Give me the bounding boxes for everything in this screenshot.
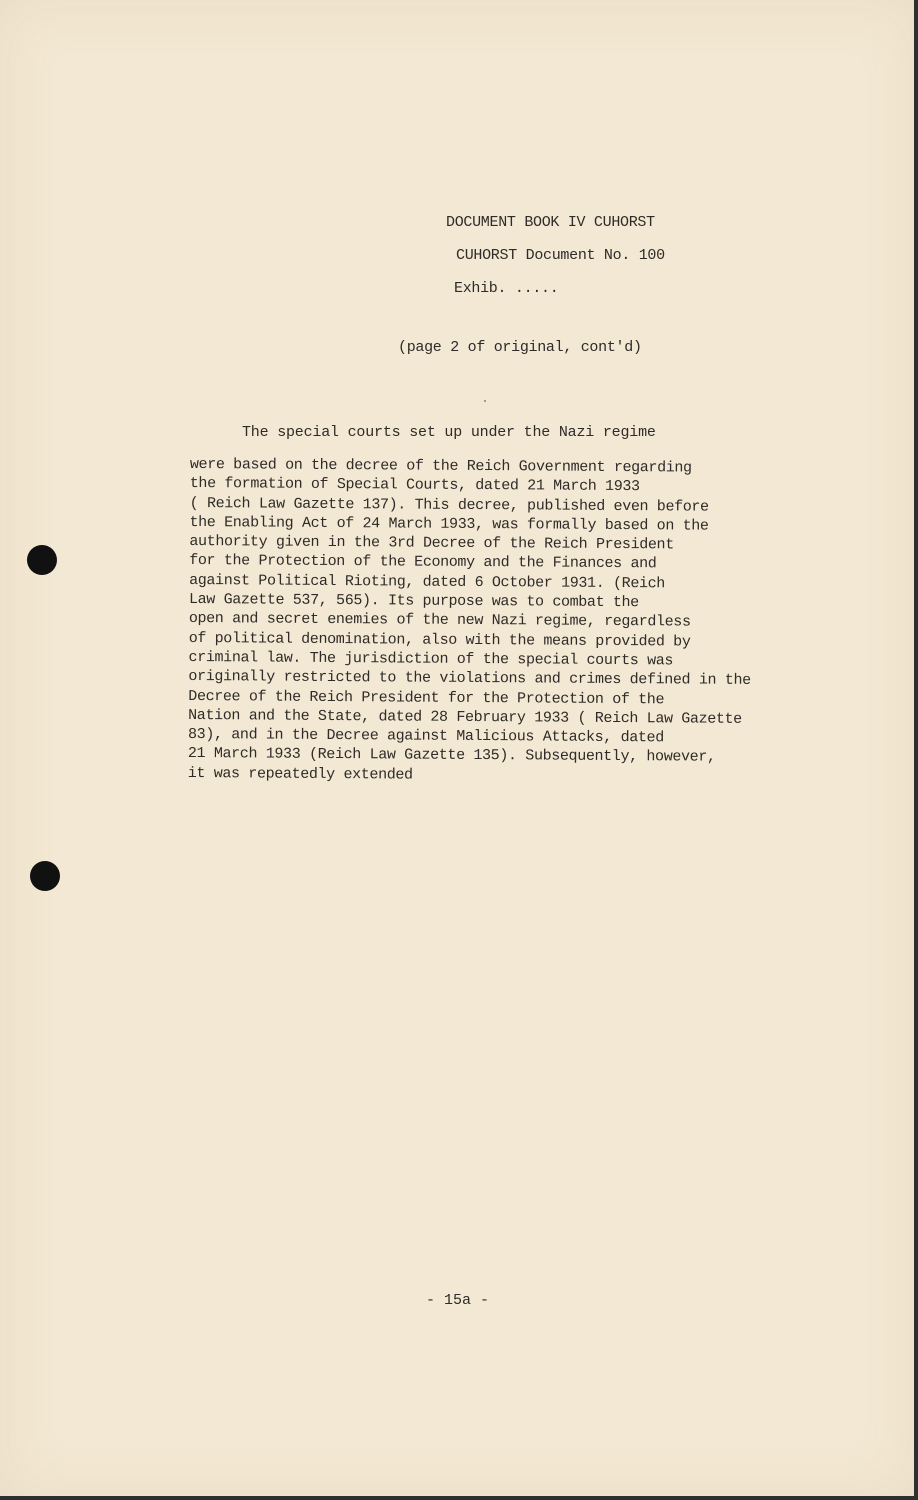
body-line: Decree of the Reich President for the Protection of the	[188, 687, 665, 708]
body-line: the formation of Special Courts, dated 21 March 1933	[189, 475, 640, 496]
scan-edge-right	[914, 0, 918, 1500]
document-header	[446, 206, 665, 305]
page-number: - 15a -	[426, 1292, 490, 1309]
body-line: against Political Rioting, dated 6 October 1931. (Reich	[189, 571, 666, 593]
body-line: the Enabling Act of 24 March 1933, was formally based on the	[189, 513, 709, 535]
body-line: it was repeatedly extended	[187, 764, 413, 784]
document-number: CUHORST Document No. 100	[456, 247, 665, 264]
document-book-title: DOCUMENT BOOK IV CUHORST	[446, 214, 655, 231]
body-line: Law Gazette 537, 565). Its purpose was to combat the	[188, 591, 639, 612]
punch-hole	[30, 861, 60, 891]
body-line: 21 March 1933 (Reich Law Gazette 135). Subsequently, however,	[187, 745, 716, 767]
body-line: 83), and in the Decree against Malicious Attacks, dated	[187, 726, 664, 747]
paper-speck	[484, 400, 486, 402]
body-line: were based on the decree of the Reich Government regarding	[189, 455, 692, 477]
body-line: ( Reich Law Gazette 137). This decree, published even before	[189, 494, 709, 516]
punch-hole	[27, 545, 57, 575]
body-line: Nation and the State, dated 28 February 1933 ( Reich Law Gazette	[188, 706, 742, 728]
body-line: open and secret enemies of the new Nazi regime, regardless	[188, 610, 691, 631]
lead-line: The special courts set up under the Nazi regime	[242, 424, 656, 441]
exhibit-label: Exhib. .....	[454, 280, 559, 297]
body-line: criminal law. The jurisdiction of the special courts was	[188, 648, 674, 670]
body-line: originally restricted to the violations and crimes defined in the	[188, 668, 751, 690]
body-paragraph	[188, 455, 830, 788]
body-line: for the Protection of the Economy and the Finances and	[189, 552, 657, 573]
scan-edge-bottom	[0, 1496, 918, 1500]
page-continuation-note: (page 2 of original, cont'd)	[398, 339, 642, 356]
body-line: authority given in the 3rd Decree of the Reich President	[189, 533, 674, 554]
body-line: of political denomination, also with the means provided by	[188, 629, 691, 651]
